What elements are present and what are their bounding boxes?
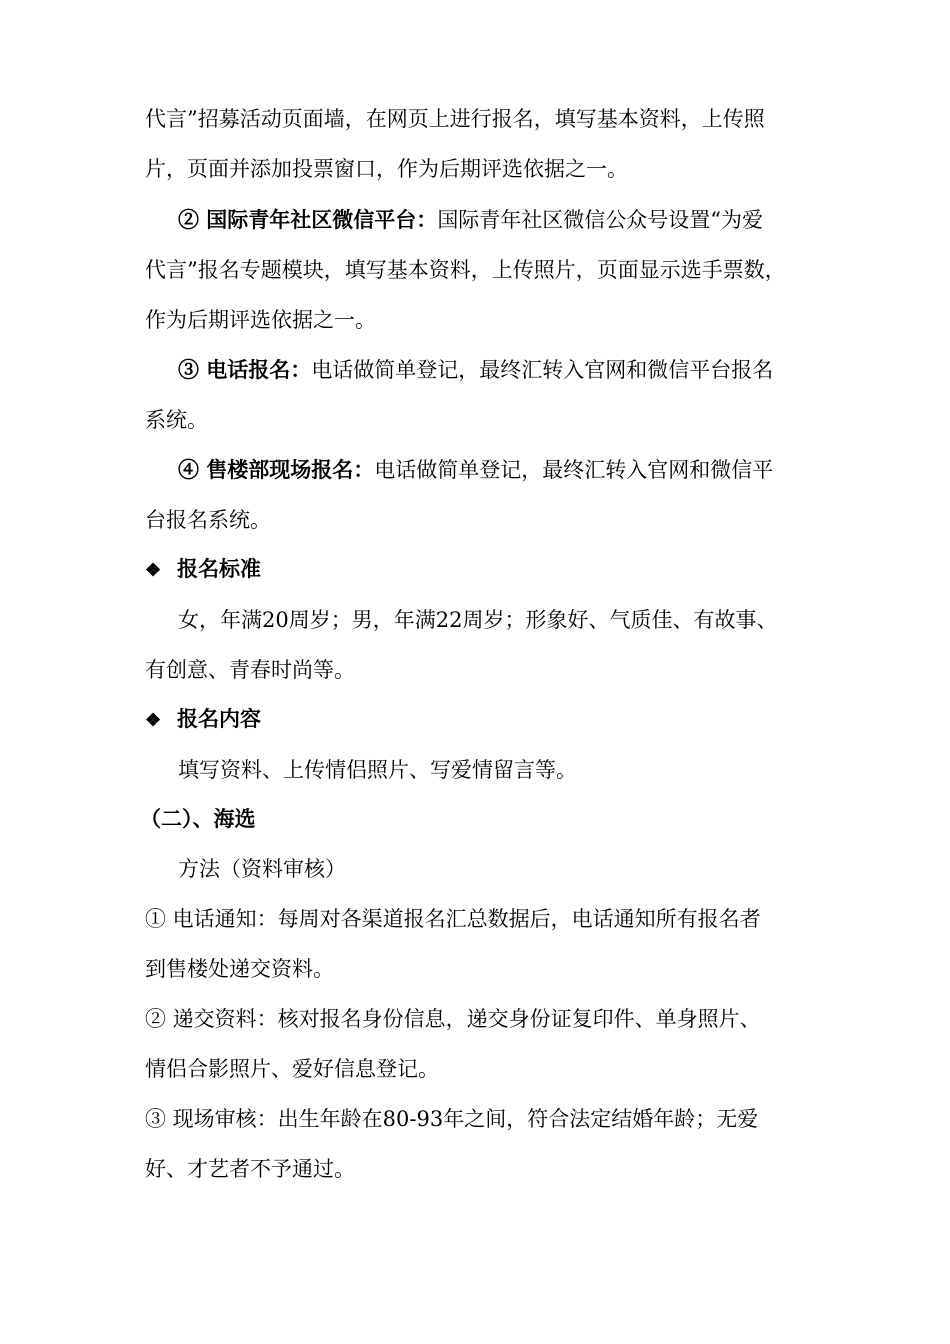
paragraph-4-line-2: 台报名系统。 — [145, 508, 271, 532]
heading-text: 报名内容 — [177, 706, 261, 731]
paragraph-2-line-3: 作为后期评选依据之一。 — [145, 308, 376, 332]
paragraph-3-line-1 — [178, 355, 773, 385]
section-title: （二）、海选 — [140, 806, 256, 831]
paragraph-1-line-2: 片，页面并添加投票窗口，作为后期评选依据之一。 — [145, 157, 628, 181]
onsite-signup-heading: ④ 售楼部现场报名： — [178, 457, 375, 482]
criteria-line-1: 女，年满20周岁；男，年满22周岁；形象好、气质佳、有故事、 — [178, 608, 778, 632]
method-label: 方法（资料审核） — [178, 857, 346, 881]
paragraph-2-line-2: 代言”报名专题模块，填写基本资料，上传照片，页面显示选手票数， — [145, 258, 786, 282]
paragraph-3-line-2: 系统。 — [145, 408, 208, 432]
heading-signup-criteria — [145, 554, 261, 586]
step-2-line-1: ② 递交资料：核对报名身份信息，递交身份证复印件、单身照片、 — [145, 1007, 761, 1031]
diamond-bullet-icon: ❖ — [145, 710, 162, 731]
step-1-line-1: ① 电话通知：每周对各渠道报名汇总数据后，电话通知所有报名者 — [145, 907, 761, 931]
onsite-signup-text: 电话做简单登记，最终汇转入官网和微信平 — [374, 458, 774, 482]
step-2-line-2: 情侣合影照片、爱好信息登记。 — [145, 1057, 439, 1081]
step-3-line-1: ③ 现场审核：出生年龄在80-93年之间，符合法定结婚年龄；无爱 — [145, 1107, 759, 1131]
heading-signup-content — [145, 704, 261, 736]
heading-text: 报名标准 — [177, 556, 261, 581]
content-line-1: 填写资料、上传情侣照片、写爱情留言等。 — [178, 758, 577, 782]
phone-signup-text: 电话做简单登记，最终汇转入官网和微信平台报名 — [311, 358, 774, 382]
wechat-platform-text: 国际青年社区微信公众号设置“为爱 — [437, 208, 764, 232]
paragraph-1-line-1: 代言”招募活动页面墙，在网页上进行报名，填写基本资料，上传照 — [145, 107, 765, 131]
step-1-line-2: 到售楼处递交资料。 — [145, 957, 334, 981]
paragraph-2-line-1 — [178, 205, 763, 235]
step-3-line-2: 好、才艺者不予通过。 — [145, 1157, 355, 1181]
phone-signup-heading: ③ 电话报名： — [178, 357, 312, 382]
criteria-line-2: 有创意、青春时尚等。 — [145, 658, 355, 682]
paragraph-4-line-1 — [178, 455, 773, 485]
wechat-platform-heading: ② 国际青年社区微信平台： — [178, 207, 438, 232]
diamond-bullet-icon: ❖ — [145, 560, 162, 581]
